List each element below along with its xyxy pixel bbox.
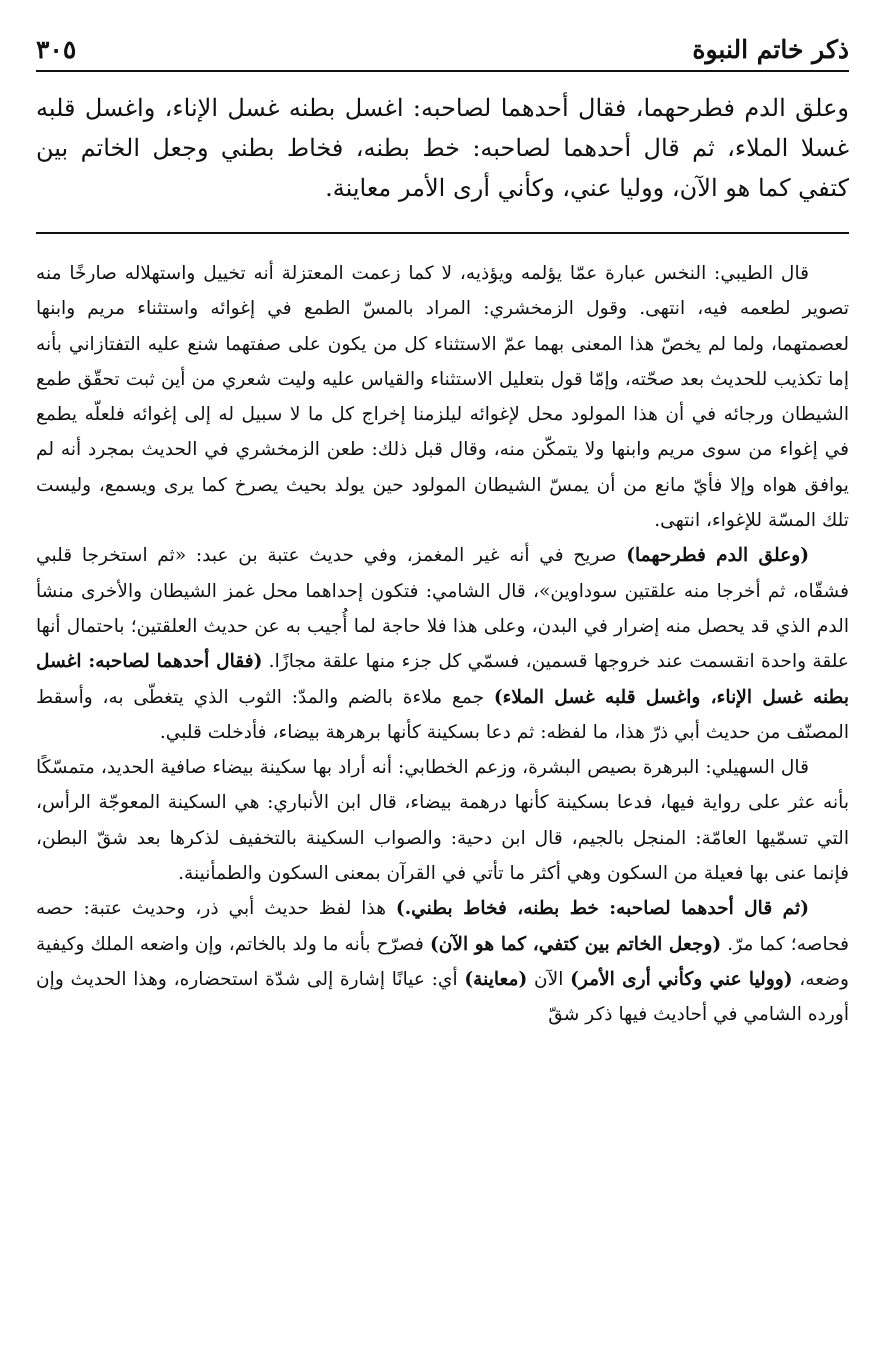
commentary-text: صريح في أنه غير المغمز، وفي حديث عتبة بن عبد: «ثم استخرجا قلبي فشقّاه، ثم أخرجا منه علقتين سوداوين»، قال الشامي: فتكون إحداهما محل غمز الشيطان والأخرى منشأ الدم الذي قد يحصل منه إضرار في البدن، وعلى هذا فلا حاجة لما أُجيب به عن حديث العلقتين؛ باحتمال أنها علقة واحدة انقسمت عند خروجها قسمين، فسمّي كل جزء منها علقة مجازًا. xyxy=(36,545,849,673)
quoted-phrase: (ثم قال أحدهما لصاحبه: خط بطنه، فخاط بطني.) xyxy=(395,898,810,920)
commentary-text: جمع ملاءة بالضم والمدّ: الثوب الذي يتغطّى به، وأسقط المصنّف من حديث أبي ذرّ هذا، ما لفظه: ثم دعا بسكينة كأنها برهرهة بيضاء، فأدخلت قلبي. xyxy=(36,686,849,743)
quoted-phrase: (وعلق الدم فطرحهما) xyxy=(626,545,809,567)
quoted-phrase: (وجعل الخاتم بين كتفي، كما هو الآن) xyxy=(429,933,722,955)
commentary-paragraph xyxy=(36,891,849,1032)
quoted-phrase: (معاينة) xyxy=(464,968,528,990)
commentary-paragraph xyxy=(36,750,849,891)
book-page xyxy=(36,22,849,1342)
commentary-text: هذا لفظ حديث أبي ذر، وحديث عتبة: حصه فحاصه؛ كما مرّ. xyxy=(36,898,849,955)
commentary-paragraph xyxy=(36,256,849,538)
page-number: ٣٠٥ xyxy=(36,35,77,64)
quoted-phrase: (ووليا عني وكأني أرى الأمر) xyxy=(570,968,793,990)
commentary-text: الآن xyxy=(527,968,571,990)
commentary-text: قال الطيبي: النخس عبارة عمّا يؤلمه ويؤذيه، لا كما زعمت المعتزلة أنه تخييل واستهلاله صارخًا منه تصوير لطعمه فيه، انتهى. وقول الزمخشري: المراد بالمسّ الطمع في إغوائه واستثناء مريم وابنها لعصمتهما، ولما لم يخصّ هذا المعنى بهما عمّ الاستثناء كل من يكون على صفتهما شنع عليه التفتازاني بأنه إما تكذيب للحديث بعد صحّته، وإمّا قول بتعليل الاستثناء والقياس عليه وليت شعري من أين ثبت تحقّق طمع الشيطان ورجائه في أن هذا المولود محل لإغوائه ليلزمنا إخراج كل ما لا سبيل له إلى إغوائه فلعلّه يطمع في إغواء من سوى مريم وابنها ولا يتمكّن منه، وقال قبل ذلك: طعن الزمخشري في الحديث بمجرد أنه لم يوافق هواه وإلا فأيّ مانع من أن يمسّ الشيطان المولود حين يولد بحيث يصرخ كما يرى ويسمع، وليست تلك المسّة للإغواء، انتهى. xyxy=(36,263,849,532)
commentary-section xyxy=(36,256,849,1033)
hadith-text xyxy=(36,88,849,208)
chapter-title: ذكر خاتم النبوة xyxy=(692,35,849,64)
commentary-text: فصرّح بأنه ما ولد بالخاتم، وإن واضعه الملك وكيفية وضعه، xyxy=(36,933,849,990)
commentary-text: قال السهيلي: البرهرة بصيص البشرة، وزعم الخطابي: أنه أراد بها سكينة بيضاء صافية الحديد، متمسّكًا بأنه عثر على رواية فيها، فدعا بسكينة كأنها درهمة بيضاء، قال ابن الأنباري: هي السكينة المعوجّة الرأس، التي تسمّيها العامّة: المنجل بالجيم، قال ابن دحية: والصواب السكينة بالتخفيف لذكرها بعد شقّ البطن، فإنما عنى بها فعيلة من السكون وهي أكثر ما تأتي في القرآن بمعنى السكون والطمأنينة. xyxy=(36,757,849,885)
running-header xyxy=(36,22,849,72)
separator-rule xyxy=(36,232,849,234)
quoted-phrase: (فقال أحدهما لصاحبه: اغسل بطنه غسل الإناء، واغسل قلبه غسل الملاء) xyxy=(36,651,849,708)
commentary-paragraph xyxy=(36,538,849,750)
hadith-paragraph: وعلق الدم فطرحهما، فقال أحدهما لصاحبه: اغسل بطنه غسل الإناء، واغسل قلبه غسلا الملاء، ثم قال أحدهما لصاحبه: خط بطنه، فخاط بطني وجعل الخاتم بين كتفي كما هو الآن، ووليا عني، وكأني أرى الأمر معاينة. xyxy=(36,94,849,202)
commentary-text: أي: عيانًا إشارة إلى شدّة استحضاره، وهذا الحديث وإن أورده الشامي في أحاديث فيها ذكر شقّ xyxy=(36,968,849,1026)
